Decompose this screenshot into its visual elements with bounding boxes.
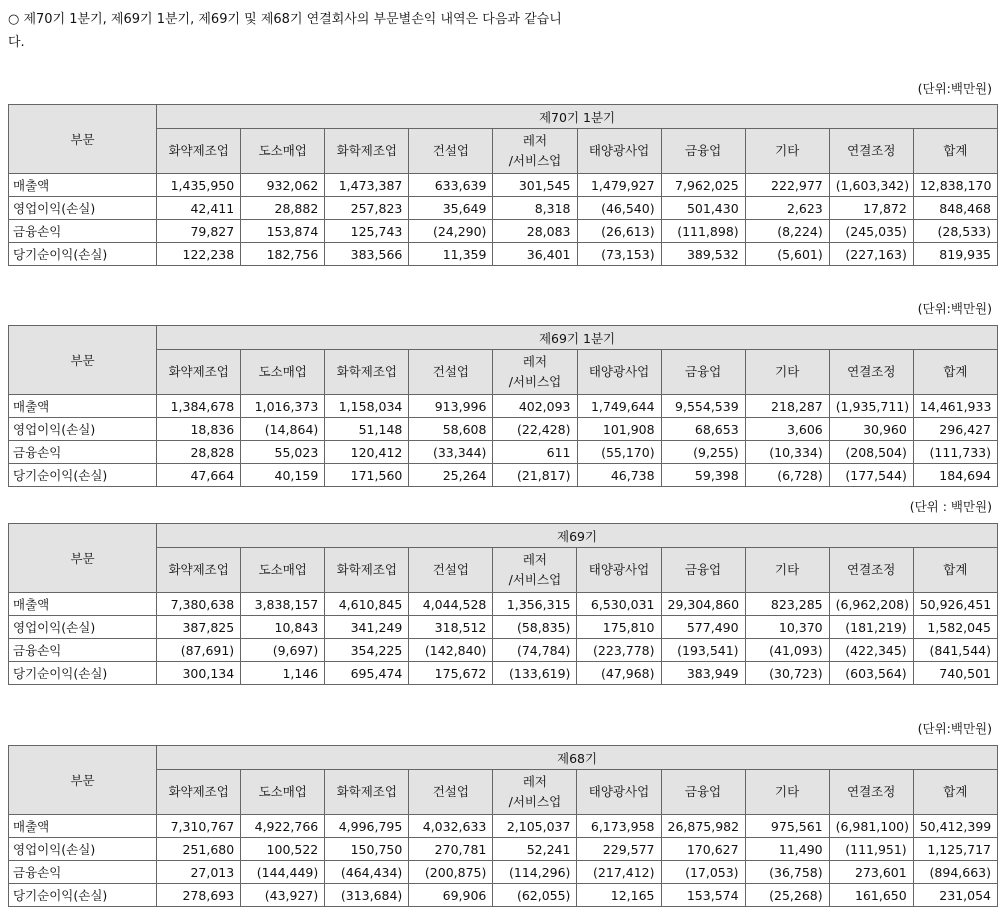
row-label: 당기순이익(손실) — [9, 464, 157, 487]
column-header: 태양광사업 — [577, 548, 661, 593]
column-header: 기타 — [745, 770, 829, 815]
value-cell: (9,697) — [241, 639, 325, 662]
row-label: 당기순이익(손실) — [9, 884, 157, 907]
table-row — [9, 861, 998, 884]
value-cell: (200,875) — [409, 861, 493, 884]
value-cell: 153,574 — [661, 884, 745, 907]
table-row — [9, 838, 998, 861]
value-cell: 1,435,950 — [157, 174, 241, 197]
value-cell: 175,810 — [577, 616, 661, 639]
value-cell: 341,249 — [325, 616, 409, 639]
row-label: 금융손익 — [9, 861, 157, 884]
value-cell: 402,093 — [493, 395, 577, 418]
value-cell: (1,603,342) — [829, 174, 913, 197]
value-cell: (28,533) — [913, 220, 997, 243]
value-cell: 1,016,373 — [241, 395, 325, 418]
value-cell: 695,474 — [325, 662, 409, 685]
value-cell: 3,606 — [745, 418, 829, 441]
value-cell: 79,827 — [157, 220, 241, 243]
value-cell: 150,750 — [325, 838, 409, 861]
intro-text: ○ 제70기 1분기, 제69기 1분기, 제69기 및 제68기 연결회사의 부문별손익 내역은 다음과 같습니다. — [8, 12, 562, 50]
value-cell: 101,908 — [577, 418, 661, 441]
value-cell: 153,874 — [241, 220, 325, 243]
value-cell: (142,840) — [409, 639, 493, 662]
value-cell: (6,728) — [745, 464, 829, 487]
row-header-cell: 부문 — [9, 746, 157, 815]
value-cell: (208,504) — [829, 441, 913, 464]
value-cell: 296,427 — [913, 418, 997, 441]
column-header: 연결조정 — [829, 129, 913, 174]
value-cell: 12,838,170 — [913, 174, 997, 197]
value-cell: 501,430 — [661, 197, 745, 220]
value-cell: (111,951) — [829, 838, 913, 861]
column-header: 화학제조업 — [325, 129, 409, 174]
value-cell: 100,522 — [241, 838, 325, 861]
table-row — [9, 662, 998, 685]
value-cell: 270,781 — [409, 838, 493, 861]
value-cell: 913,996 — [409, 395, 493, 418]
value-cell: (62,055) — [493, 884, 577, 907]
column-header: 태양광사업 — [577, 770, 661, 815]
value-cell: 251,680 — [157, 838, 241, 861]
value-cell: (14,864) — [241, 418, 325, 441]
value-cell: 633,639 — [409, 174, 493, 197]
value-cell: (43,927) — [241, 884, 325, 907]
value-cell: (177,544) — [829, 464, 913, 487]
value-cell: 577,490 — [661, 616, 745, 639]
table-row — [9, 395, 998, 418]
column-header: 태양광사업 — [577, 129, 661, 174]
value-cell: 222,977 — [745, 174, 829, 197]
value-cell: 1,146 — [241, 662, 325, 685]
row-label: 당기순이익(손실) — [9, 243, 157, 266]
value-cell: (422,345) — [829, 639, 913, 662]
value-cell: 58,608 — [409, 418, 493, 441]
value-cell: 4,032,633 — [409, 815, 493, 838]
value-cell: 354,225 — [325, 639, 409, 662]
value-cell: 50,412,399 — [913, 815, 997, 838]
value-cell: (111,733) — [913, 441, 997, 464]
value-cell: (58,835) — [493, 616, 577, 639]
value-cell: 28,083 — [493, 220, 577, 243]
value-cell: 11,359 — [409, 243, 493, 266]
value-cell: 7,310,767 — [157, 815, 241, 838]
value-cell: 14,461,933 — [913, 395, 997, 418]
row-label: 영업이익(손실) — [9, 616, 157, 639]
value-cell: 3,838,157 — [241, 593, 325, 616]
value-cell: 10,370 — [745, 616, 829, 639]
value-cell: 4,996,795 — [325, 815, 409, 838]
value-cell: (111,898) — [661, 220, 745, 243]
value-cell: 231,054 — [913, 884, 997, 907]
value-cell: (26,613) — [577, 220, 661, 243]
value-cell: 383,949 — [661, 662, 745, 685]
value-cell: 229,577 — [577, 838, 661, 861]
row-header-cell: 부문 — [9, 524, 157, 593]
unit-label: (단위:백만원) — [917, 721, 992, 736]
unit-label: (단위 : 백만원) — [909, 499, 992, 514]
value-cell: (841,544) — [913, 639, 997, 662]
value-cell: 6,173,958 — [577, 815, 661, 838]
value-cell: 611 — [493, 441, 577, 464]
value-cell: 1,582,045 — [913, 616, 997, 639]
column-header: 기타 — [745, 350, 829, 395]
row-label: 금융손익 — [9, 441, 157, 464]
value-cell: 40,159 — [241, 464, 325, 487]
value-cell: (144,449) — [241, 861, 325, 884]
value-cell: 175,672 — [409, 662, 493, 685]
column-header: 건설업 — [409, 350, 493, 395]
row-label: 매출액 — [9, 593, 157, 616]
value-cell: (55,170) — [577, 441, 661, 464]
value-cell: 36,401 — [493, 243, 577, 266]
column-header: 기타 — [745, 548, 829, 593]
value-cell: 740,501 — [913, 662, 997, 685]
value-cell: 59,398 — [661, 464, 745, 487]
table-row — [9, 884, 998, 907]
row-label: 영업이익(손실) — [9, 418, 157, 441]
column-header: 금융업 — [661, 129, 745, 174]
value-cell: 52,241 — [493, 838, 577, 861]
segment-table-fy-69 — [8, 523, 998, 685]
value-cell: (10,334) — [745, 441, 829, 464]
value-cell: 4,044,528 — [409, 593, 493, 616]
value-cell: (223,778) — [577, 639, 661, 662]
value-cell: (603,564) — [829, 662, 913, 685]
value-cell: (227,163) — [829, 243, 913, 266]
period-header: 제69기 1분기 — [157, 326, 998, 350]
value-cell: 68,653 — [661, 418, 745, 441]
value-cell: 389,532 — [661, 243, 745, 266]
value-cell: (464,434) — [325, 861, 409, 884]
segment-table-fy-68 — [8, 745, 998, 907]
column-header: 기타 — [745, 129, 829, 174]
table-row — [9, 593, 998, 616]
value-cell: 46,738 — [577, 464, 661, 487]
value-cell: 218,287 — [745, 395, 829, 418]
table-row — [9, 639, 998, 662]
value-cell: (8,224) — [745, 220, 829, 243]
column-header: 화약제조업 — [157, 350, 241, 395]
column-header: 도소매업 — [241, 129, 325, 174]
row-label: 영업이익(손실) — [9, 838, 157, 861]
value-cell: 35,649 — [409, 197, 493, 220]
value-cell: 125,743 — [325, 220, 409, 243]
column-header: 합계 — [913, 350, 997, 395]
value-cell: 8,318 — [493, 197, 577, 220]
value-cell: 7,962,025 — [661, 174, 745, 197]
value-cell: 28,882 — [241, 197, 325, 220]
value-cell: 11,490 — [745, 838, 829, 861]
column-header: 금융업 — [661, 548, 745, 593]
value-cell: 122,238 — [157, 243, 241, 266]
column-header: 건설업 — [409, 129, 493, 174]
table-row — [9, 418, 998, 441]
table-row — [9, 441, 998, 464]
value-cell: 278,693 — [157, 884, 241, 907]
value-cell: 1,479,927 — [577, 174, 661, 197]
value-cell: (6,962,208) — [829, 593, 913, 616]
value-cell: (313,684) — [325, 884, 409, 907]
value-cell: 12,165 — [577, 884, 661, 907]
value-cell: 318,512 — [409, 616, 493, 639]
table-row — [9, 174, 998, 197]
value-cell: (41,093) — [745, 639, 829, 662]
value-cell: (114,296) — [493, 861, 577, 884]
value-cell: (33,344) — [409, 441, 493, 464]
value-cell: 10,843 — [241, 616, 325, 639]
column-header: 레저 /서비스업 — [493, 548, 577, 593]
column-header: 레저 /서비스업 — [493, 350, 577, 395]
column-header: 건설업 — [409, 548, 493, 593]
unit-label: (단위:백만원) — [917, 301, 992, 316]
row-label: 매출액 — [9, 174, 157, 197]
period-header: 제69기 — [157, 524, 998, 548]
value-cell: 25,264 — [409, 464, 493, 487]
table-row — [9, 243, 998, 266]
value-cell: (9,255) — [661, 441, 745, 464]
table-row — [9, 815, 998, 838]
value-cell: 29,304,860 — [661, 593, 745, 616]
value-cell: (5,601) — [745, 243, 829, 266]
value-cell: (73,153) — [577, 243, 661, 266]
value-cell: 823,285 — [745, 593, 829, 616]
period-header: 제70기 1분기 — [157, 105, 998, 129]
column-header: 금융업 — [661, 350, 745, 395]
value-cell: (87,691) — [157, 639, 241, 662]
value-cell: 4,610,845 — [325, 593, 409, 616]
column-header: 레저 /서비스업 — [493, 129, 577, 174]
column-header: 화학제조업 — [325, 770, 409, 815]
value-cell: 1,384,678 — [157, 395, 241, 418]
value-cell: (21,817) — [493, 464, 577, 487]
value-cell: 47,664 — [157, 464, 241, 487]
value-cell: 273,601 — [829, 861, 913, 884]
value-cell: (133,619) — [493, 662, 577, 685]
value-cell: 28,828 — [157, 441, 241, 464]
value-cell: 257,823 — [325, 197, 409, 220]
value-cell: 170,627 — [661, 838, 745, 861]
value-cell: 2,623 — [745, 197, 829, 220]
column-header: 건설업 — [409, 770, 493, 815]
value-cell: 1,356,315 — [493, 593, 577, 616]
value-cell: (181,219) — [829, 616, 913, 639]
row-label: 매출액 — [9, 815, 157, 838]
column-header: 화약제조업 — [157, 548, 241, 593]
value-cell: 2,105,037 — [493, 815, 577, 838]
value-cell: (74,784) — [493, 639, 577, 662]
column-header: 도소매업 — [241, 548, 325, 593]
row-label: 금융손익 — [9, 639, 157, 662]
value-cell: 4,922,766 — [241, 815, 325, 838]
value-cell: (24,290) — [409, 220, 493, 243]
column-header: 도소매업 — [241, 770, 325, 815]
column-header: 합계 — [913, 770, 997, 815]
row-header-cell: 부문 — [9, 326, 157, 395]
row-label: 금융손익 — [9, 220, 157, 243]
column-header: 화학제조업 — [325, 548, 409, 593]
column-header: 연결조정 — [829, 770, 913, 815]
row-label: 당기순이익(손실) — [9, 662, 157, 685]
value-cell: 975,561 — [745, 815, 829, 838]
value-cell: 1,125,717 — [913, 838, 997, 861]
value-cell: 26,875,982 — [661, 815, 745, 838]
column-header: 연결조정 — [829, 548, 913, 593]
value-cell: 300,134 — [157, 662, 241, 685]
column-header: 화약제조업 — [157, 129, 241, 174]
column-header: 금융업 — [661, 770, 745, 815]
table-row — [9, 616, 998, 639]
unit-label: (단위:백만원) — [917, 81, 992, 96]
value-cell: (17,053) — [661, 861, 745, 884]
value-cell: (193,541) — [661, 639, 745, 662]
value-cell: 6,530,031 — [577, 593, 661, 616]
value-cell: (46,540) — [577, 197, 661, 220]
value-cell: 161,650 — [829, 884, 913, 907]
value-cell: (245,035) — [829, 220, 913, 243]
value-cell: 17,872 — [829, 197, 913, 220]
value-cell: 9,554,539 — [661, 395, 745, 418]
value-cell: 69,906 — [409, 884, 493, 907]
value-cell: 50,926,451 — [913, 593, 997, 616]
value-cell: (217,412) — [577, 861, 661, 884]
value-cell: (22,428) — [493, 418, 577, 441]
value-cell: 819,935 — [913, 243, 997, 266]
value-cell: (6,981,100) — [829, 815, 913, 838]
row-header-cell: 부문 — [9, 105, 157, 174]
column-header: 레저 /서비스업 — [493, 770, 577, 815]
segment-table-q1-70 — [8, 104, 998, 266]
value-cell: 387,825 — [157, 616, 241, 639]
column-header: 연결조정 — [829, 350, 913, 395]
table-row — [9, 220, 998, 243]
column-header: 도소매업 — [241, 350, 325, 395]
value-cell: 55,023 — [241, 441, 325, 464]
column-header: 태양광사업 — [577, 350, 661, 395]
value-cell: 120,412 — [325, 441, 409, 464]
value-cell: 184,694 — [913, 464, 997, 487]
value-cell: (47,968) — [577, 662, 661, 685]
value-cell: (25,268) — [745, 884, 829, 907]
table-row — [9, 197, 998, 220]
value-cell: 848,468 — [913, 197, 997, 220]
value-cell: 301,545 — [493, 174, 577, 197]
value-cell: (36,758) — [745, 861, 829, 884]
value-cell: 1,158,034 — [325, 395, 409, 418]
segment-table-q1-69 — [8, 325, 998, 487]
value-cell: 27,013 — [157, 861, 241, 884]
column-header: 합계 — [913, 548, 997, 593]
value-cell: (894,663) — [913, 861, 997, 884]
column-header: 화학제조업 — [325, 350, 409, 395]
value-cell: 1,473,387 — [325, 174, 409, 197]
value-cell: 18,836 — [157, 418, 241, 441]
row-label: 매출액 — [9, 395, 157, 418]
value-cell: 42,411 — [157, 197, 241, 220]
column-header: 화약제조업 — [157, 770, 241, 815]
column-header: 합계 — [913, 129, 997, 174]
value-cell: 182,756 — [241, 243, 325, 266]
value-cell: (1,935,711) — [829, 395, 913, 418]
period-header: 제68기 — [157, 746, 998, 770]
value-cell: 51,148 — [325, 418, 409, 441]
value-cell: 171,560 — [325, 464, 409, 487]
value-cell: (30,723) — [745, 662, 829, 685]
value-cell: 1,749,644 — [577, 395, 661, 418]
value-cell: 7,380,638 — [157, 593, 241, 616]
value-cell: 932,062 — [241, 174, 325, 197]
value-cell: 383,566 — [325, 243, 409, 266]
table-row — [9, 464, 998, 487]
row-label: 영업이익(손실) — [9, 197, 157, 220]
value-cell: 30,960 — [829, 418, 913, 441]
